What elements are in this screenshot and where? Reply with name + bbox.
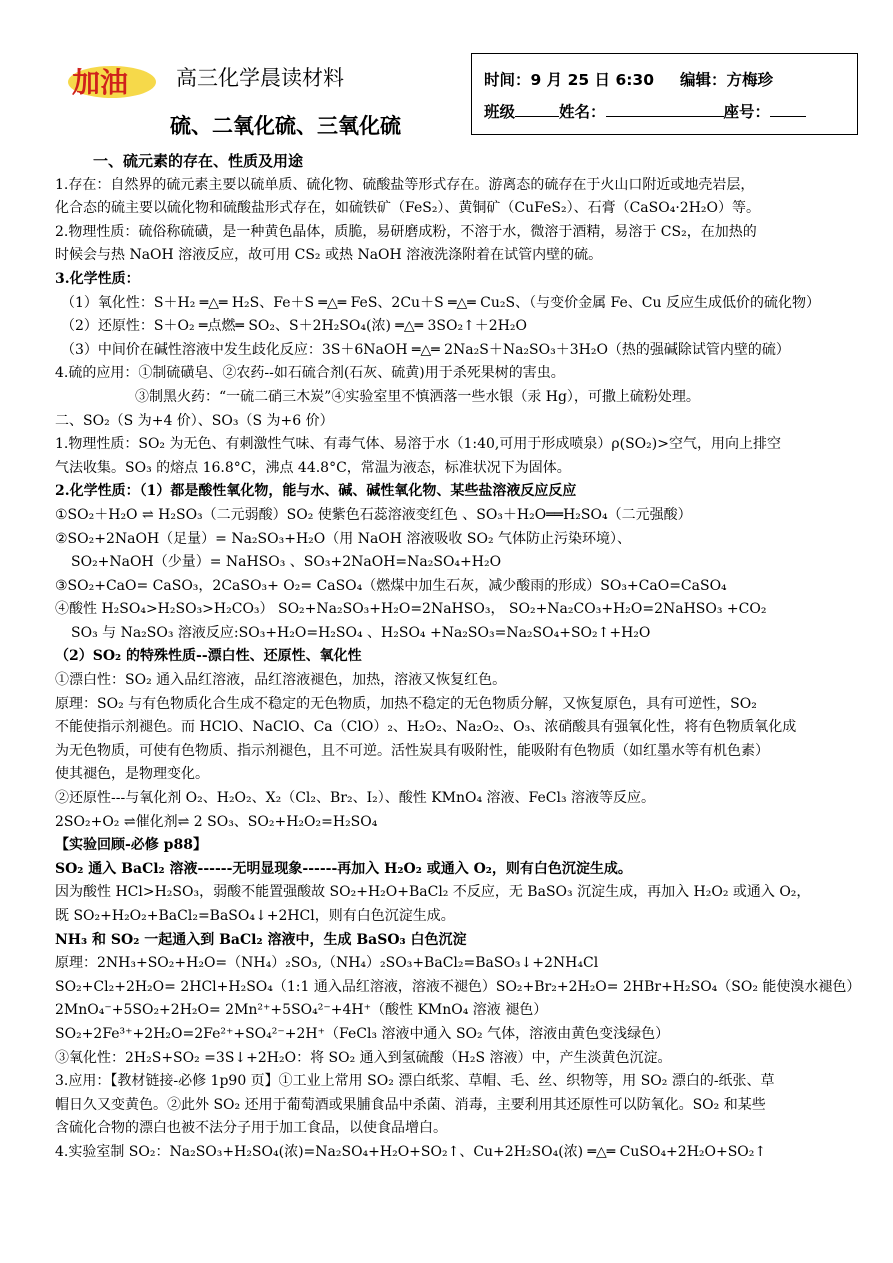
- text-line: SO₂ 通入 BaCl₂ 溶液------无明显现象------再加入 H₂O₂ 或通入 O₂，则有白色沉淀生成。: [55, 860, 632, 877]
- text-line: 帽日久又变黄色。②此外 SO₂ 还用于葡萄酒或果脯食品中杀菌、消毒，主要利用其还原性可以防氧化。SO₂ 和某些: [55, 1096, 766, 1113]
- page-subtitle: 硫、二氧化硫、三氧化硫: [170, 114, 401, 138]
- subheading-experiment-review: 【实验回顾-必修 p88】: [55, 837, 207, 854]
- name-label: 姓名：: [559, 103, 606, 121]
- info-box: [471, 53, 858, 135]
- equation-line: （3）中间价在碱性溶液中发生歧化反应：3S＋6NaOH ═△═ 2Na₂S＋Na₂SO₃＋3H₂O（热的强碱除试管内壁的硫）: [61, 341, 790, 358]
- text-line: 化合态的硫主要以硫化物和硫酸盐形式存在，如硫铁矿（FeS₂）、黄铜矿（CuFeS₂）、石膏（CaSO₄·2H₂O）等。: [55, 200, 760, 217]
- seat-label: 座号：: [723, 103, 771, 121]
- text-line: 含硫化合物的漂白也被不法分子用于加工食品，以使食品增白。: [55, 1120, 447, 1137]
- equation-line: SO₂+2Fe³⁺+2H₂O=2Fe²⁺+SO₄²⁻+2H⁺（FeCl₃ 溶液中通入 SO₂ 气体，溶液由黄色变浅绿色）: [55, 1025, 670, 1042]
- time-label: 时间：9 月 25 日 6:30: [484, 71, 654, 89]
- text-line: 不能使指示剂褪色。而 HClO、NaClO、Ca（ClO）₂、H₂O₂、Na₂O₂、O₃、浓硝酸具有强氧化性，将有色物质氧化成: [55, 719, 797, 736]
- logo-text: 加油: [72, 66, 129, 99]
- text-line: ③制黑火药：“一硫二硝三木炭”④实验室里不慎洒落一些水银（汞 Hg），可撒上硫粉处理。: [135, 388, 700, 405]
- equation-line: ④酸性 H₂SO₄>H₂SO₃>H₂CO₃） SO₂+Na₂SO₃+H₂O=2NaHSO₃， SO₂+Na₂CO₃+H₂O=2NaHSO₃ +CO₂: [55, 601, 767, 618]
- text-line: 2.物理性质：硫俗称硫磺，是一种黄色晶体，质脆，易研磨成粉，不溶于水，微溶于酒精，易溶于 CS₂，在加热的: [55, 223, 757, 240]
- subheading-special-properties: （2）SO₂ 的特殊性质--漂白性、还原性、氧化性: [55, 648, 362, 665]
- equation-line: 4.实验室制 SO₂：Na₂SO₃+H₂SO₄(浓)=Na₂SO₄+H₂O+SO₂↑、Cu+2H₂SO₄(浓) ═△═ CuSO₄+2H₂O+SO₂↑: [55, 1143, 767, 1160]
- text-line: 1.存在：自然界的硫元素主要以硫单质、硫化物、硫酸盐等形式存在。游离态的硫存在于火山口附近或地壳岩层，: [55, 176, 755, 193]
- equation-line: 2MnO₄⁻+5SO₂+2H₂O= 2Mn²⁺+5SO₄²⁻+4H⁺（酸性 KMnO₄ 溶液 褪色）: [55, 1002, 548, 1019]
- equation-line: SO₂+Cl₂+2H₂O= 2HCl+H₂SO₄（1:1 通入品红溶液，溶液不褪色）SO₂+Br₂+2H₂O= 2HBr+H₂SO₄（SO₂ 能使溴水褪色）: [55, 978, 861, 995]
- section-heading-so2-so3: 二、SO₂（S 为+4 价）、SO₃（S 为+6 价）: [55, 412, 334, 429]
- info-row-time: [484, 68, 773, 90]
- page-title: 高三化学晨读材料: [176, 66, 344, 90]
- equation-line: 原理：2NH₃+SO₂+H₂O=（NH₄）₂SO₃,（NH₄）₂SO₃+BaCl₂=BaSO₃↓+2NH₄Cl: [55, 955, 599, 972]
- text-line: 气法收集。SO₃ 的熔点 16.8°C，沸点 44.8°C，常温为液态，标准状况下为固体。: [55, 459, 571, 476]
- class-label: 班级: [484, 103, 516, 121]
- text-line: 时候会与热 NaOH 溶液反应，故可用 CS₂ 或热 NaOH 溶液洗涤附着在试管内壁的硫。: [55, 247, 603, 264]
- seat-field[interactable]: [770, 100, 806, 117]
- equation-line: ②SO₂+2NaOH（足量）= Na₂SO₃+H₂O（用 NaOH 溶液吸收 SO₂ 气体防止污染环境）、: [55, 530, 632, 547]
- subheading-chemical-properties: 3.化学性质：: [55, 270, 140, 287]
- section-heading-sulfur: 一、硫元素的存在、性质及用途: [93, 152, 304, 170]
- logo: [66, 60, 158, 100]
- text-line: 既 SO₂+H₂O₂+BaCl₂=BaSO₄↓+2HCl，则有白色沉淀生成。: [55, 908, 455, 924]
- text-line: 为无色物质，可使有色物质、指示剂褪色，且不可逆。活性炭具有吸附性，能吸附有色物质（如红墨水等有机色素）: [55, 742, 769, 759]
- text-line: 3.应用：【教材链接-必修 1p90 页】①工业上常用 SO₂ 漂白纸浆、草帽、毛、丝、织物等，用 SO₂ 漂白的-纸张、草: [55, 1073, 775, 1090]
- text-line: ②还原性---与氧化剂 O₂、H₂O₂、X₂（Cl₂、Br₂、I₂）、酸性 KMnO₄ 溶液、FeCl₃ 溶液等反应。: [55, 790, 656, 807]
- document-body: [55, 150, 861, 1165]
- text-line: 使其褪色，是物理变化。: [55, 766, 209, 783]
- name-field[interactable]: [606, 100, 724, 117]
- equation-line: （2）还原性：S＋O₂ ═点燃═ SO₂、S＋2H₂SO₄(浓) ═△═ 3SO₂↑＋2H₂O: [61, 318, 527, 335]
- equation-line: SO₃ 与 Na₂SO₃ 溶液反应:SO₃+H₂O=H₂SO₄ 、H₂SO₄ +Na₂SO₃=Na₂SO₄+SO₂↑+H₂O: [71, 624, 651, 641]
- class-field[interactable]: [515, 100, 559, 117]
- text-line: ③氧化性：2H₂S+SO₂ =3S↓+2H₂O：将 SO₂ 通入到氢硫酸（H₂S 溶液）中，产生淡黄色沉淀。: [55, 1049, 672, 1066]
- text-line: 4.硫的应用：①制硫磺皂、②农药--如石硫合剂(石灰、硫黄)用于杀死果树的害虫。: [55, 365, 565, 382]
- text-line: 因为酸性 HCl>H₂SO₃，弱酸不能置强酸故 SO₂+H₂O+BaCl₂ 不反应，无 BaSO₃ 沉淀生成，再加入 H₂O₂ 或通入 O₂，: [55, 884, 811, 901]
- info-row-student: [484, 100, 806, 122]
- text-line: NH₃ 和 SO₂ 一起通入到 BaCl₂ 溶液中，生成 BaSO₃ 白色沉淀: [55, 931, 467, 948]
- subheading-chemical-properties-2: 2.化学性质：（1）都是酸性氧化物，能与水、碱、碱性氧化物、某些盐溶液反应反应: [55, 483, 577, 500]
- equation-line: 2SO₂+O₂ ⇌催化剂⇌ 2 SO₃、SO₂+H₂O₂=H₂SO₄: [55, 813, 378, 830]
- text-line: ①漂白性：SO₂ 通入品红溶液，品红溶液褪色，加热，溶液又恢复红色。: [55, 672, 507, 689]
- equation-line: ①SO₂＋H₂O ⇌ H₂SO₃（二元弱酸）SO₂ 使紫色石蕊溶液变红色 、SO₃＋H₂O══H₂SO₄（二元强酸）: [55, 506, 692, 523]
- equation-line: SO₂+NaOH（少量）= NaHSO₃ 、SO₃+2NaOH=Na₂SO₄+H₂O: [71, 554, 502, 571]
- editor-label: 编辑：方梅珍: [680, 71, 774, 89]
- equation-line: ③SO₂+CaO= CaSO₃，2CaSO₃+ O₂= CaSO₄（燃煤中加生石灰，减少酸雨的形成）SO₃+CaO=CaSO₄: [55, 577, 727, 594]
- equation-line: （1）氧化性：S＋H₂ ═△═ H₂S、Fe＋S ═△═ FeS、2Cu＋S ═△═ Cu₂S、（与变价金属 Fe、Cu 反应生成低价的硫化物）: [61, 294, 820, 311]
- text-line: 1.物理性质：SO₂ 为无色、有刺激性气味、有毒气体、易溶于水（1:40,可用于形成喷泉）ρ(SO₂)>空气，用向上排空: [55, 436, 781, 453]
- text-line: 原理：SO₂ 与有色物质化合生成不稳定的无色物质，加热不稳定的无色物质分解，又恢复原色，具有可逆性，SO₂: [55, 695, 757, 712]
